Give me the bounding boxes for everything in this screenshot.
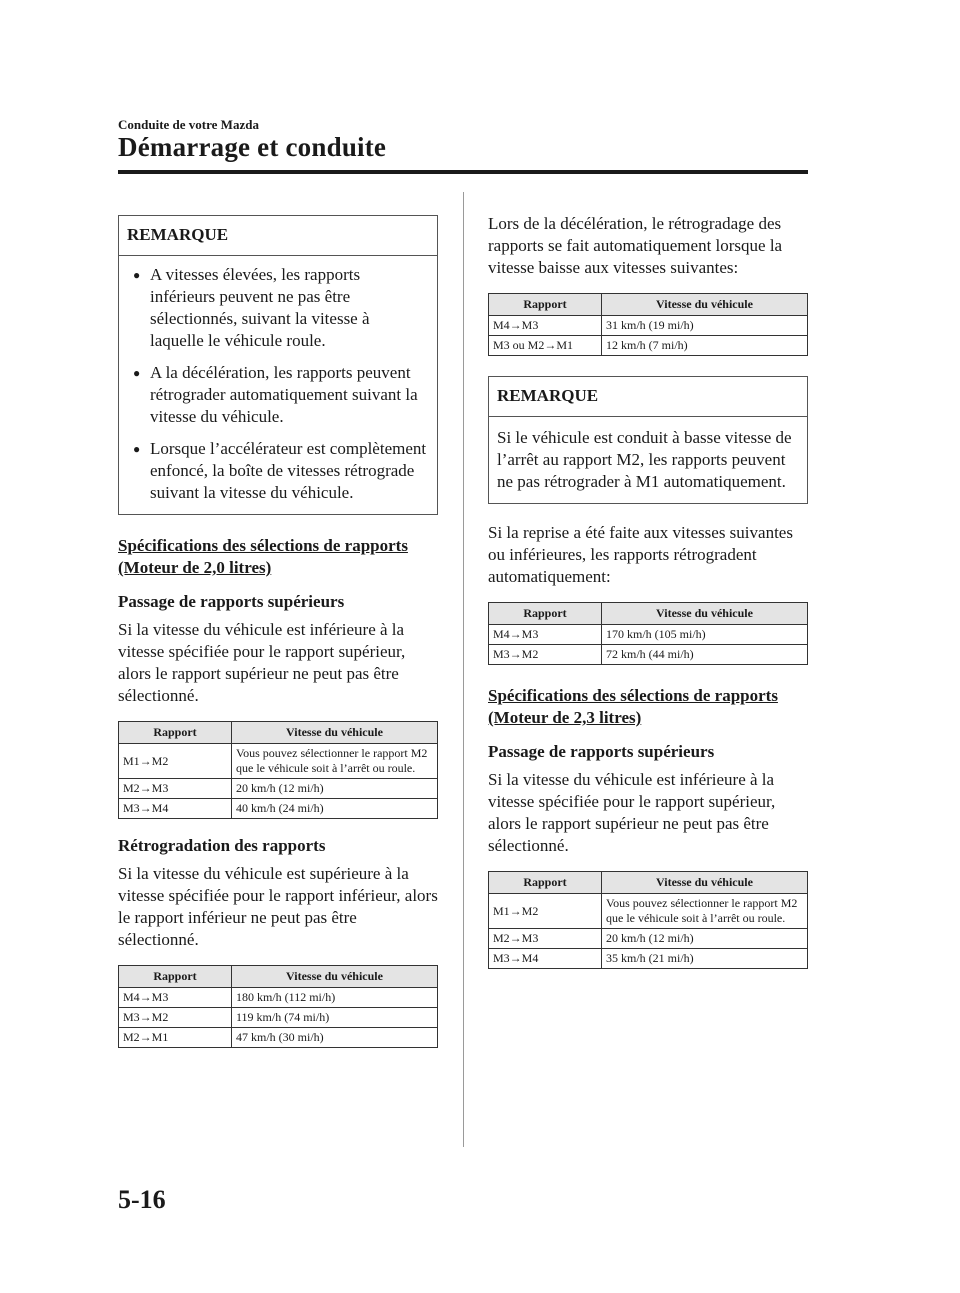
title-rule xyxy=(118,170,808,174)
table-cell: 47 km/h (30 mi/h) xyxy=(232,1028,438,1048)
bullet-icon: ● xyxy=(133,366,141,380)
table-cell: M3→M4 xyxy=(489,949,602,969)
subsection-heading: Passage de rapports supérieurs xyxy=(488,742,715,761)
column-header: Rapport xyxy=(489,872,602,894)
subsection-heading: Passage de rapports supérieurs xyxy=(118,592,345,611)
table-row xyxy=(119,1028,438,1048)
table-row xyxy=(119,799,438,819)
section-heading: Spécifications des sélections de rapports (Moteur de 2,0 litres) xyxy=(118,536,408,577)
page-number: 5-16 xyxy=(118,1185,166,1214)
table-cell: 20 km/h (12 mi/h) xyxy=(232,779,438,799)
column-header: Rapport xyxy=(119,966,232,988)
table-cell: M1→M2 xyxy=(489,894,602,929)
paragraph: Si la vitesse du véhicule est inférieure à la vitesse spécifiée pour le rapport supérieur, alors le rapport supérieur ne peut pas être sélectionné. xyxy=(118,620,406,705)
bullet-icon: ● xyxy=(133,442,141,456)
note-item-text: Lorsque l’accélérateur est complètement enfoncé, la boîte de vitesses rétrograde suivant la vitesse du véhicule. xyxy=(150,439,427,502)
table-cell: 40 km/h (24 mi/h) xyxy=(232,799,438,819)
table-cell: 170 km/h (105 mi/h) xyxy=(602,625,808,645)
column-header: Vitesse du véhicule xyxy=(232,722,438,744)
note-box xyxy=(488,376,808,504)
section-heading: Spécifications des sélections de rapports (Moteur de 2,3 litres) xyxy=(488,686,778,727)
list-item xyxy=(127,362,427,428)
table-cell: M3→M2 xyxy=(489,645,602,665)
table-row xyxy=(489,625,808,645)
table-row xyxy=(119,744,438,779)
column-header: Vitesse du véhicule xyxy=(602,603,808,625)
table-cell: M4→M3 xyxy=(119,988,232,1008)
table-cell: M4→M3 xyxy=(489,316,602,336)
table-row xyxy=(119,779,438,799)
table-header-row xyxy=(119,722,438,744)
table-row xyxy=(119,1008,438,1028)
table-cell: 31 km/h (19 mi/h) xyxy=(602,316,808,336)
column-header: Rapport xyxy=(489,294,602,316)
page-title: Démarrage et conduite xyxy=(118,132,387,162)
column-header: Rapport xyxy=(489,603,602,625)
upshift-table xyxy=(488,871,808,969)
table-cell: M2→M3 xyxy=(119,779,232,799)
list-item xyxy=(127,264,427,352)
table-cell: 12 km/h (7 mi/h) xyxy=(602,336,808,356)
table-row xyxy=(489,894,808,929)
subsection-heading: Rétrogradation des rapports xyxy=(118,836,326,855)
table-cell: 180 km/h (112 mi/h) xyxy=(232,988,438,1008)
kickdown-table xyxy=(488,602,808,665)
table-cell: 20 km/h (12 mi/h) xyxy=(602,929,808,949)
breadcrumb: Conduite de votre Mazda xyxy=(118,117,259,132)
table-cell: Vous pouvez sélectionner le rapport M2 que le véhicule soit à l’arrêt ou roule. xyxy=(602,894,808,929)
column-header: Vitesse du véhicule xyxy=(602,872,808,894)
paragraph: Si la reprise a été faite aux vitesses suivantes ou inférieures, les rapports rétrogradent automatiquement: xyxy=(488,523,793,586)
note-box xyxy=(118,215,438,515)
table-cell: 119 km/h (74 mi/h) xyxy=(232,1008,438,1028)
table-cell: M3 ou M2→M1 xyxy=(489,336,602,356)
table-cell: M1→M2 xyxy=(119,744,232,779)
table-cell: M2→M3 xyxy=(489,929,602,949)
table-cell: 72 km/h (44 mi/h) xyxy=(602,645,808,665)
table-row xyxy=(489,316,808,336)
paragraph: Si la vitesse du véhicule est inférieure à la vitesse spécifiée pour le rapport supérieur, alors le rapport supérieur ne peut pas être sélectionné. xyxy=(488,770,776,855)
table-cell: 35 km/h (21 mi/h) xyxy=(602,949,808,969)
table-cell: M4→M3 xyxy=(489,625,602,645)
note-list xyxy=(119,256,437,514)
right-column xyxy=(488,213,808,969)
column-header: Vitesse du véhicule xyxy=(232,966,438,988)
downshift-table xyxy=(118,965,438,1048)
note-item-text: A vitesses élevées, les rapports inférieurs peuvent ne pas être sélectionnés, suivant la vitesse à laquelle le véhicule roule. xyxy=(150,265,370,350)
note-heading: REMARQUE xyxy=(489,377,807,417)
paragraph: Lors de la décélération, le rétrogradage des rapports se fait automatiquement lorsque la vitesse baisse aux vitesses suivantes: xyxy=(488,214,783,277)
deceleration-table xyxy=(488,293,808,356)
table-row xyxy=(489,949,808,969)
list-item xyxy=(127,438,427,504)
column-header: Rapport xyxy=(119,722,232,744)
table-row xyxy=(119,988,438,1008)
table-cell: M3→M4 xyxy=(119,799,232,819)
bullet-icon: ● xyxy=(133,268,141,282)
note-item-text: A la décélération, les rapports peuvent rétrograder automatiquement suivant la vitesse du véhicule. xyxy=(150,363,418,426)
column-header: Vitesse du véhicule xyxy=(602,294,808,316)
upshift-table xyxy=(118,721,438,819)
note-text: Si le véhicule est conduit à basse vitesse de l’arrêt au rapport M2, les rapports peuvent ne pas rétrograder à M1 automatiquement. xyxy=(497,428,792,491)
paragraph: Si la vitesse du véhicule est supérieure à la vitesse spécifiée pour le rapport inférieur, alors le rapport inférieur ne peut pas être sélectionné. xyxy=(118,864,438,949)
table-cell: M3→M2 xyxy=(119,1008,232,1028)
left-column xyxy=(118,215,438,1048)
column-divider xyxy=(463,192,464,1147)
table-header-row xyxy=(489,294,808,316)
table-header-row xyxy=(489,872,808,894)
table-cell: M2→M1 xyxy=(119,1028,232,1048)
table-header-row xyxy=(119,966,438,988)
table-cell: Vous pouvez sélectionner le rapport M2 que le véhicule soit à l’arrêt ou roule. xyxy=(232,744,438,779)
table-row xyxy=(489,929,808,949)
table-row xyxy=(489,336,808,356)
table-row xyxy=(489,645,808,665)
table-header-row xyxy=(489,603,808,625)
note-heading: REMARQUE xyxy=(119,216,437,256)
